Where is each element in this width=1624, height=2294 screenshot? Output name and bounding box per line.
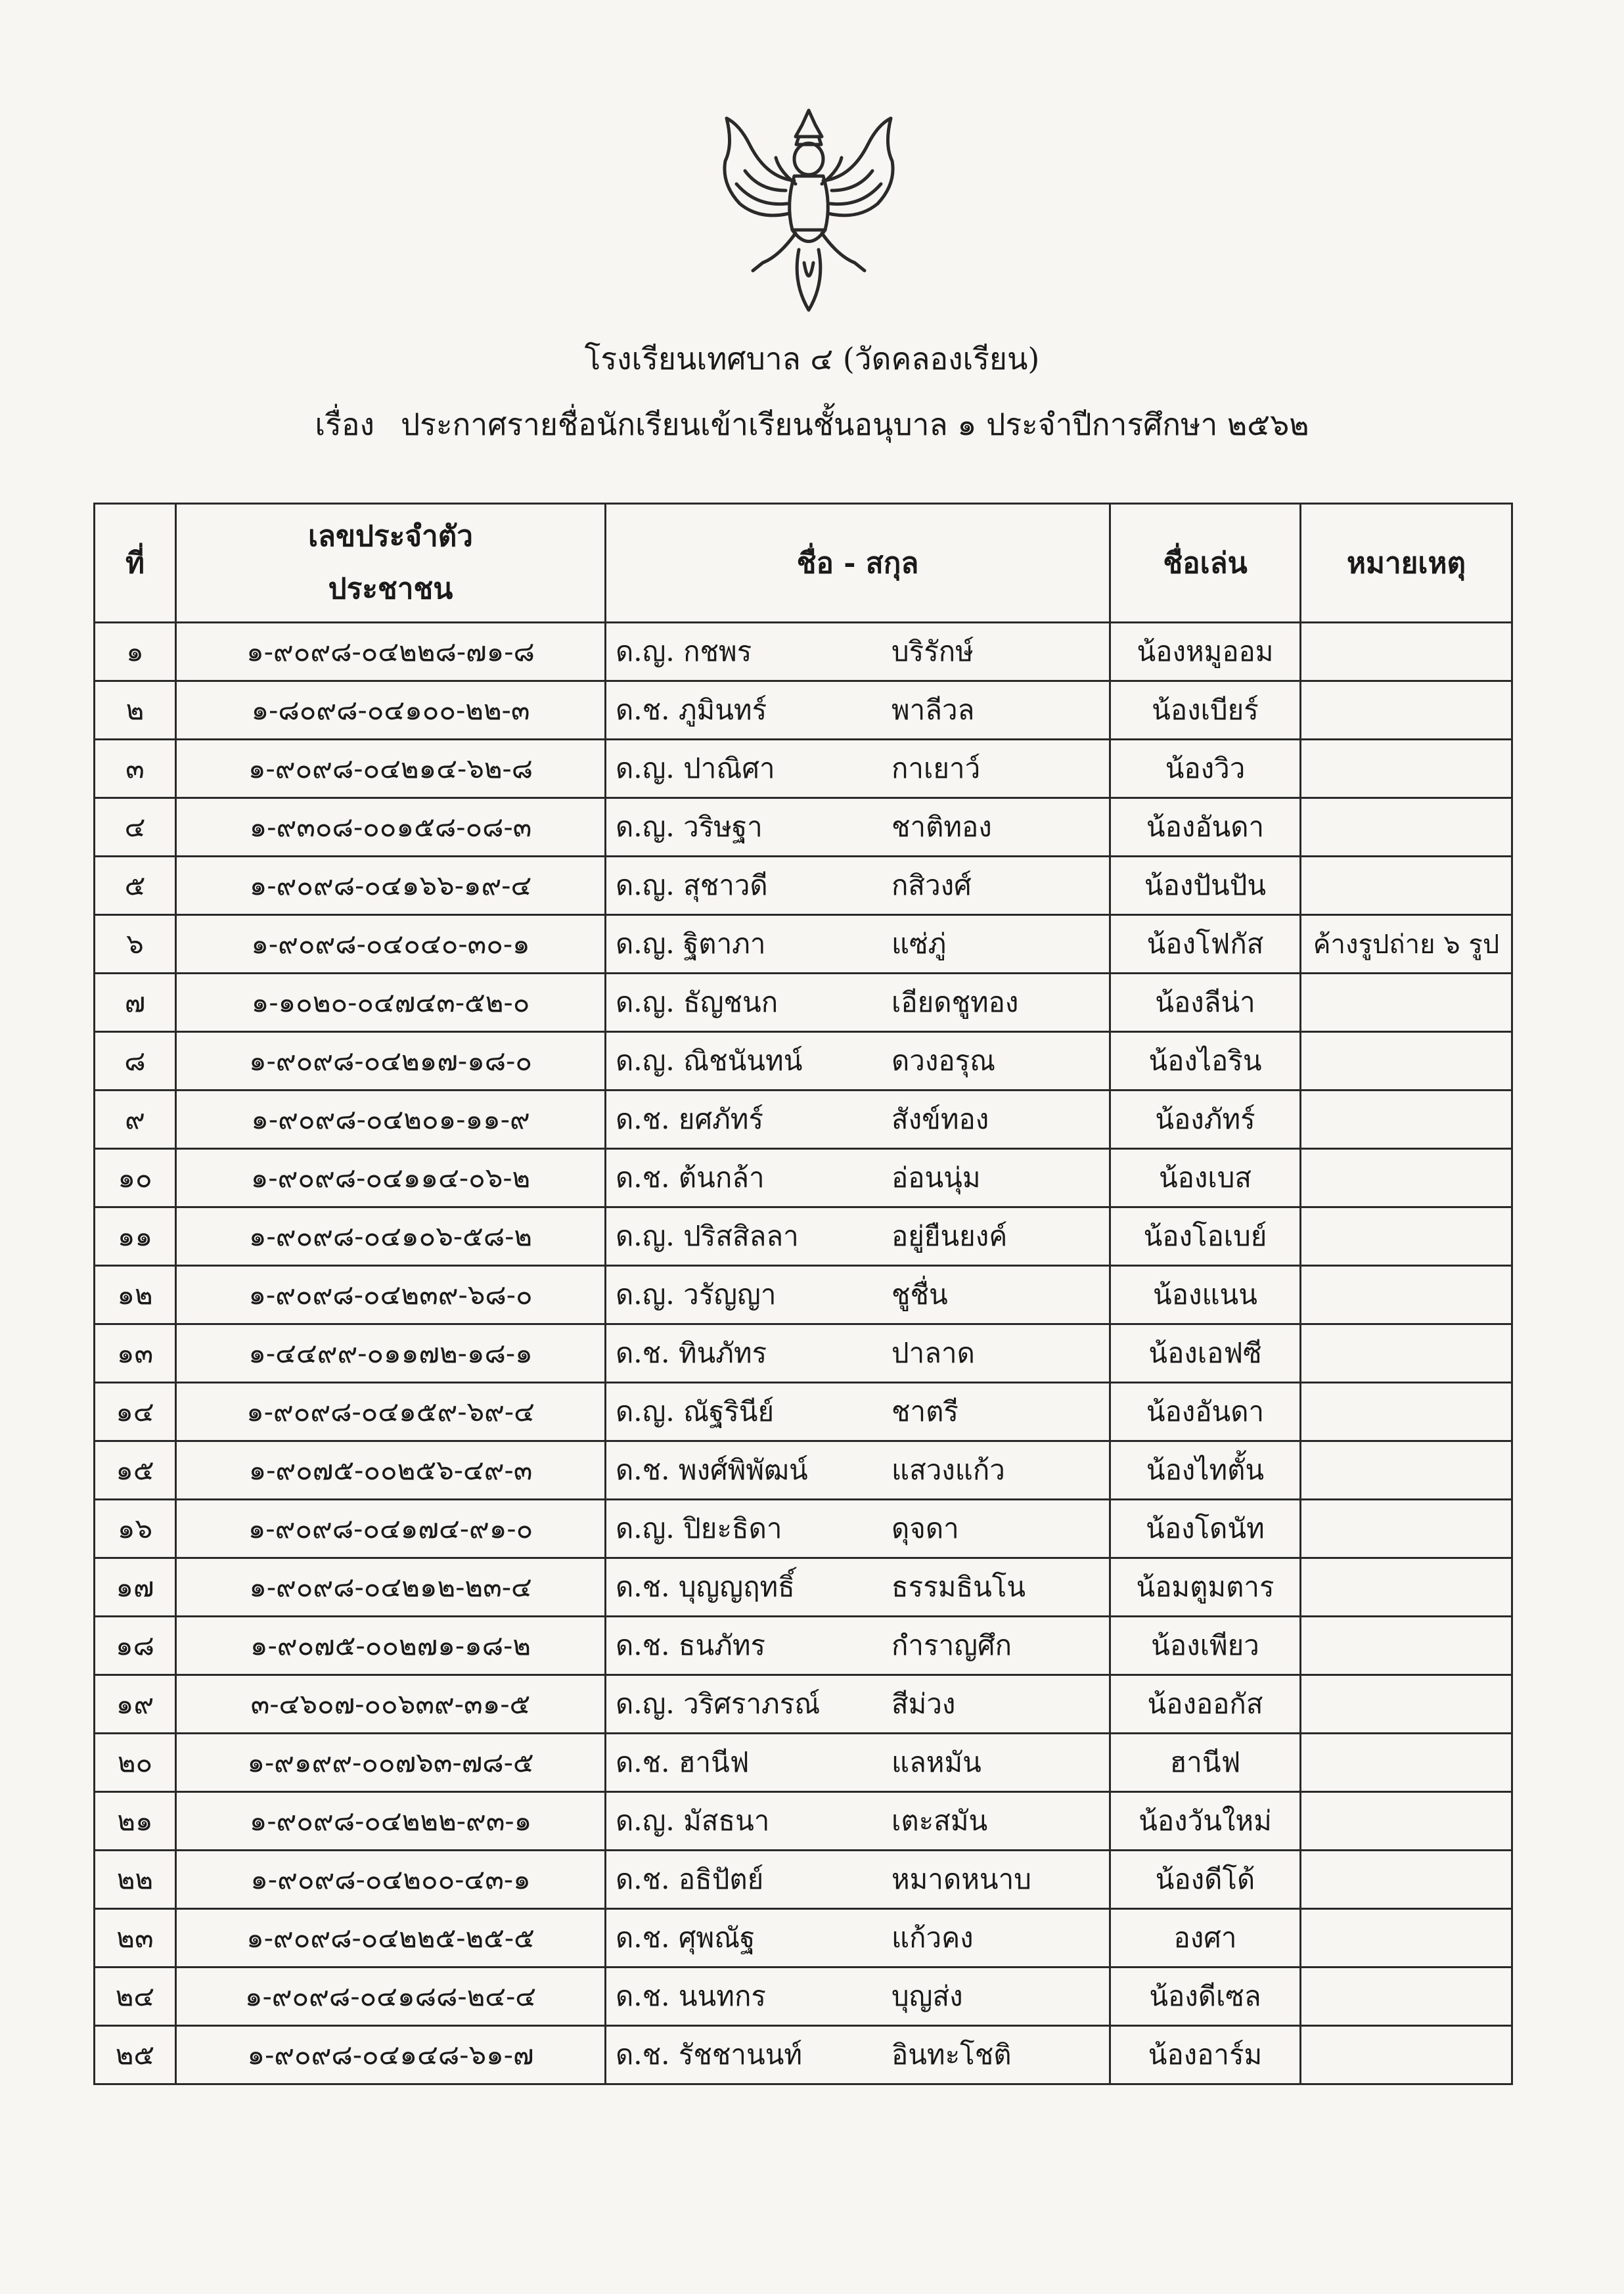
surname: แลหมัน: [891, 1746, 981, 1778]
surname: อยู่ยืนยงค์: [891, 1220, 1008, 1252]
surname: สีม่วง: [891, 1688, 956, 1720]
nickname: น้องเบียร์: [1110, 681, 1301, 740]
header-id-line2: ประชาชน: [328, 572, 453, 606]
full-name: [606, 974, 1110, 1032]
remark: [1301, 1441, 1512, 1500]
row-number: ๑๒: [95, 1266, 176, 1324]
full-name: [606, 1558, 1110, 1617]
nickname: น้องลีน่า: [1110, 974, 1301, 1032]
table-row: [95, 798, 1512, 857]
table-row: [95, 1032, 1512, 1091]
row-number: ๑: [95, 623, 176, 681]
citizen-id: ๑-๙๐๗๕-๐๐๒๕๖-๔๙-๓: [176, 1441, 606, 1500]
row-number: ๒๒: [95, 1851, 176, 1909]
citizen-id: ๑-๔๔๙๙-๐๑๑๗๒-๑๘-๑: [176, 1324, 606, 1383]
given-name: ด.ช. ศุพณัฐ: [616, 1922, 756, 1954]
table-row: [95, 1558, 1512, 1617]
full-name: [606, 1032, 1110, 1091]
given-name: ด.ญ. ณิชนันทน์: [616, 1045, 803, 1077]
surname: แสวงแก้ว: [891, 1454, 1005, 1486]
remark: [1301, 1149, 1512, 1207]
surname: อ่อนนุ่ม: [891, 1161, 981, 1194]
citizen-id: ๑-๙๐๙๘-๐๔๒๒๕-๒๕-๕: [176, 1909, 606, 1968]
citizen-id: ๑-๙๐๙๘-๐๔๑๔๘-๖๑-๗: [176, 2026, 606, 2084]
citizen-id: ๑-๙๐๙๘-๐๔๒๐๑-๑๑-๙: [176, 1091, 606, 1149]
full-name: [606, 1968, 1110, 2026]
header-name: ชื่อ - สกุล: [606, 504, 1110, 623]
citizen-id: ๑-๙๐๙๘-๐๔๑๐๖-๕๘-๒: [176, 1207, 606, 1266]
table-row: [95, 1617, 1512, 1675]
citizen-id: ๑-๙๐๙๘-๐๔๒๑๒-๒๓-๔: [176, 1558, 606, 1617]
surname: ชาติทอง: [891, 811, 992, 843]
remark: [1301, 1266, 1512, 1324]
header-no: ที่: [95, 504, 176, 623]
remark: [1301, 974, 1512, 1032]
surname: ดวงอรุณ: [891, 1045, 996, 1077]
full-name: [606, 1851, 1110, 1909]
table-row: [95, 1792, 1512, 1851]
remark: [1301, 681, 1512, 740]
surname: เอียดชูทอง: [891, 986, 1019, 1018]
row-number: ๑๑: [95, 1207, 176, 1266]
table-row: [95, 1500, 1512, 1558]
nickname: น้องไทตั้น: [1110, 1441, 1301, 1500]
surname: บุญส่ง: [891, 1980, 963, 2012]
row-number: ๒๔: [95, 1968, 176, 2026]
table-row: [95, 1851, 1512, 1909]
row-number: ๒๑: [95, 1792, 176, 1851]
nickname: น้องดีโด้: [1110, 1851, 1301, 1909]
subject-label: เรื่อง: [315, 407, 374, 442]
nickname: น้องภัทร์: [1110, 1091, 1301, 1149]
remark: ค้างรูปถ่าย ๖ รูป: [1301, 915, 1512, 974]
remark: [1301, 1968, 1512, 2026]
given-name: ด.ช. บุญญฤทธิ์: [616, 1571, 795, 1603]
given-name: ด.ญ. ปิยะธิดา: [616, 1512, 782, 1544]
given-name: ด.ญ. ปริสสิลลา: [616, 1220, 799, 1252]
remark: [1301, 1207, 1512, 1266]
given-name: ด.ช. พงศ์พิพัฒน์: [616, 1454, 808, 1486]
given-name: ด.ญ. ปาณิศา: [616, 752, 775, 784]
row-number: ๔: [95, 798, 176, 857]
surname: ชูชื่น: [891, 1278, 948, 1311]
surname: สังข์ทอง: [891, 1103, 989, 1135]
table-row: [95, 623, 1512, 681]
citizen-id: ๑-๙๐๙๘-๐๔๒๓๙-๖๘-๐: [176, 1266, 606, 1324]
given-name: ด.ช. ทินภัทร: [616, 1337, 767, 1369]
row-number: ๑๔: [95, 1383, 176, 1441]
full-name: [606, 1792, 1110, 1851]
surname: บริรักษ์: [891, 635, 974, 667]
row-number: ๖: [95, 915, 176, 974]
citizen-id: ๑-๘๐๙๘-๐๔๑๐๐-๒๒-๓: [176, 681, 606, 740]
row-number: ๕: [95, 857, 176, 915]
student-table: [93, 503, 1513, 2085]
remark: [1301, 623, 1512, 681]
table-row: [95, 857, 1512, 915]
given-name: ด.ญ. วริศราภรณ์: [616, 1688, 821, 1720]
nickname: องศา: [1110, 1909, 1301, 1968]
garuda-emblem: [687, 99, 930, 322]
given-name: ด.ญ. ฐิตาภา: [616, 928, 766, 960]
school-name: โรงเรียนเทศบาล ๔ (วัดคลองเรียน): [584, 341, 1040, 376]
remark: [1301, 2026, 1512, 2084]
full-name: [606, 623, 1110, 681]
given-name: ด.ญ. สุชาวดี: [616, 869, 768, 901]
table-row: [95, 740, 1512, 798]
table-row: [95, 1675, 1512, 1734]
table-row: [95, 1324, 1512, 1383]
row-number: ๓: [95, 740, 176, 798]
surname: แซ่ภู่: [891, 928, 947, 960]
given-name: ด.ญ. ธัญชนก: [616, 986, 778, 1018]
table-header-row: [95, 504, 1512, 623]
full-name: [606, 1500, 1110, 1558]
nickname: น้องโดนัท: [1110, 1500, 1301, 1558]
nickname: น้องไอริน: [1110, 1032, 1301, 1091]
nickname: น้องปันปัน: [1110, 857, 1301, 915]
full-name: [606, 857, 1110, 915]
remark: [1301, 1500, 1512, 1558]
citizen-id: ๑-๙๓๐๘-๐๐๑๕๘-๐๘-๓: [176, 798, 606, 857]
full-name: [606, 1441, 1110, 1500]
row-number: ๒๓: [95, 1909, 176, 1968]
nickname: น้องหมูออม: [1110, 623, 1301, 681]
full-name: [606, 915, 1110, 974]
citizen-id: ๑-๙๐๙๘-๐๔๒๒๘-๗๑-๘: [176, 623, 606, 681]
table-row: [95, 1149, 1512, 1207]
row-number: ๑๗: [95, 1558, 176, 1617]
full-name: [606, 1734, 1110, 1792]
given-name: ด.ญ. กชพร: [616, 635, 752, 667]
citizen-id: ๑-๙๐๙๘-๐๔๑๖๖-๑๙-๔: [176, 857, 606, 915]
table-row: [95, 1091, 1512, 1149]
table-row: [95, 974, 1512, 1032]
subject-text: ประกาศรายชื่อนักเรียนเข้าเรียนชั้นอนุบาล ๑ ประจำปีการศึกษา ๒๕๖๒: [400, 407, 1309, 442]
nickname: น้องโฟกัส: [1110, 915, 1301, 974]
row-number: ๑๙: [95, 1675, 176, 1734]
remark: [1301, 1851, 1512, 1909]
row-number: ๙: [95, 1091, 176, 1149]
citizen-id: ๑-๙๐๙๘-๐๔๑๕๙-๖๙-๔: [176, 1383, 606, 1441]
header-id-line1: เลขประจำตัว: [307, 520, 474, 553]
nickname: น้องอันดา: [1110, 798, 1301, 857]
citizen-id: ๑-๙๐๙๘-๐๔๑๘๘-๒๔-๔: [176, 1968, 606, 2026]
row-number: ๑๕: [95, 1441, 176, 1500]
nickname: น้องออกัส: [1110, 1675, 1301, 1734]
full-name: [606, 740, 1110, 798]
nickname: น้องเอฟซี: [1110, 1324, 1301, 1383]
citizen-id: ๑-๙๐๙๘-๐๔๒๐๐-๔๓-๑: [176, 1851, 606, 1909]
nickname: ฮานีฟ: [1110, 1734, 1301, 1792]
remark: [1301, 1675, 1512, 1734]
surname: กสิวงศ์: [891, 869, 972, 901]
row-number: ๑๘: [95, 1617, 176, 1675]
given-name: ด.ญ. วรัญญา: [616, 1278, 777, 1311]
given-name: ด.ช. ฮานีฟ: [616, 1746, 750, 1778]
given-name: ด.ญ. ณัฐรินีย์: [616, 1395, 775, 1428]
surname: กำราญศึก: [891, 1629, 1012, 1661]
surname: พาลีวล: [891, 694, 975, 726]
remark: [1301, 1792, 1512, 1851]
table-row: [95, 1968, 1512, 2026]
row-number: ๒: [95, 681, 176, 740]
given-name: ด.ช. ธนภัทร: [616, 1629, 766, 1661]
given-name: ด.ช. รัชชานนท์: [616, 2038, 803, 2071]
surname: ปาลาด: [891, 1337, 975, 1369]
full-name: [606, 2026, 1110, 2084]
nickname: น้องแนน: [1110, 1266, 1301, 1324]
full-name: [606, 1909, 1110, 1968]
remark: [1301, 1091, 1512, 1149]
table-row: [95, 915, 1512, 974]
table-row: [95, 2026, 1512, 2084]
surname: หมาดหนาบ: [891, 1863, 1031, 1895]
table-row: [95, 1734, 1512, 1792]
row-number: ๑๖: [95, 1500, 176, 1558]
citizen-id: ๑-๙๐๗๕-๐๐๒๗๑-๑๘-๒: [176, 1617, 606, 1675]
table-row: [95, 1909, 1512, 1968]
citizen-id: ๑-๙๐๙๘-๐๔๒๒๒-๙๓-๑: [176, 1792, 606, 1851]
header-remark: หมายเหตุ: [1301, 504, 1512, 623]
row-number: ๘: [95, 1032, 176, 1091]
surname: ชาตรี: [891, 1395, 959, 1428]
nickname: น้องอันดา: [1110, 1383, 1301, 1441]
row-number: ๒๐: [95, 1734, 176, 1792]
full-name: [606, 1324, 1110, 1383]
remark: [1301, 1617, 1512, 1675]
surname: ดุจดา: [891, 1512, 959, 1544]
given-name: ด.ช. นนทกร: [616, 1980, 766, 2012]
citizen-id: ๑-๙๐๙๘-๐๔๑๑๔-๐๖-๒: [176, 1149, 606, 1207]
given-name: ด.ช. ภูมินทร์: [616, 694, 767, 726]
remark: [1301, 1734, 1512, 1792]
row-number: ๑๐: [95, 1149, 176, 1207]
full-name: [606, 1266, 1110, 1324]
surname: อินทะโชติ: [891, 2038, 1012, 2071]
table-row: [95, 1441, 1512, 1500]
row-number: ๒๕: [95, 2026, 176, 2084]
citizen-id: ๑-๙๐๙๘-๐๔๑๗๔-๙๑-๐: [176, 1500, 606, 1558]
citizen-id: ๑-๙๐๙๘-๐๔๐๔๐-๓๐-๑: [176, 915, 606, 974]
given-name: ด.ญ. มัสธนา: [616, 1805, 770, 1837]
given-name: ด.ญ. วริษฐา: [616, 811, 763, 843]
table-row: [95, 1383, 1512, 1441]
full-name: [606, 1149, 1110, 1207]
full-name: [606, 1091, 1110, 1149]
header-nickname: ชื่อเล่น: [1110, 504, 1301, 623]
nickname: น้องเพียว: [1110, 1617, 1301, 1675]
nickname: น้องวิว: [1110, 740, 1301, 798]
nickname: น้องวันใหม่: [1110, 1792, 1301, 1851]
table-row: [95, 1207, 1512, 1266]
full-name: [606, 798, 1110, 857]
nickname: น้องเบส: [1110, 1149, 1301, 1207]
citizen-id: ๑-๙๐๙๘-๐๔๒๑๔-๖๒-๘: [176, 740, 606, 798]
nickname: น้องดีเซล: [1110, 1968, 1301, 2026]
given-name: ด.ช. ต้นกล้า: [616, 1161, 765, 1194]
surname: กาเยาว์: [891, 752, 981, 784]
surname: แก้วคง: [891, 1922, 974, 1954]
remark: [1301, 798, 1512, 857]
surname: เตะสมัน: [891, 1805, 988, 1837]
remark: [1301, 1383, 1512, 1441]
citizen-id: ๑-๑๐๒๐-๐๔๗๔๓-๕๒-๐: [176, 974, 606, 1032]
full-name: [606, 681, 1110, 740]
remark: [1301, 1324, 1512, 1383]
row-number: ๑๓: [95, 1324, 176, 1383]
full-name: [606, 1207, 1110, 1266]
table-row: [95, 681, 1512, 740]
nickname: น้องโอเบย์: [1110, 1207, 1301, 1266]
header-id: [176, 504, 606, 623]
table-body: [95, 623, 1512, 2084]
nickname: น้อมตูมตาร: [1110, 1558, 1301, 1617]
announcement-subject: [0, 401, 1624, 449]
table-row: [95, 1266, 1512, 1324]
full-name: [606, 1675, 1110, 1734]
remark: [1301, 1032, 1512, 1091]
remark: [1301, 857, 1512, 915]
row-number: ๗: [95, 974, 176, 1032]
citizen-id: ๓-๔๖๐๗-๐๐๖๓๙-๓๑-๕: [176, 1675, 606, 1734]
full-name: [606, 1383, 1110, 1441]
given-name: ด.ช. ยศภัทร์: [616, 1103, 764, 1135]
remark: [1301, 1909, 1512, 1968]
citizen-id: ๑-๙๐๙๘-๐๔๒๑๗-๑๘-๐: [176, 1032, 606, 1091]
given-name: ด.ช. อธิปัตย์: [616, 1863, 764, 1895]
nickname: น้องอาร์ม: [1110, 2026, 1301, 2084]
surname: ธรรมธินโน: [891, 1571, 1026, 1603]
remark: [1301, 740, 1512, 798]
citizen-id: ๑-๙๑๙๙-๐๐๗๖๓-๗๘-๕: [176, 1734, 606, 1792]
full-name: [606, 1617, 1110, 1675]
remark: [1301, 1558, 1512, 1617]
